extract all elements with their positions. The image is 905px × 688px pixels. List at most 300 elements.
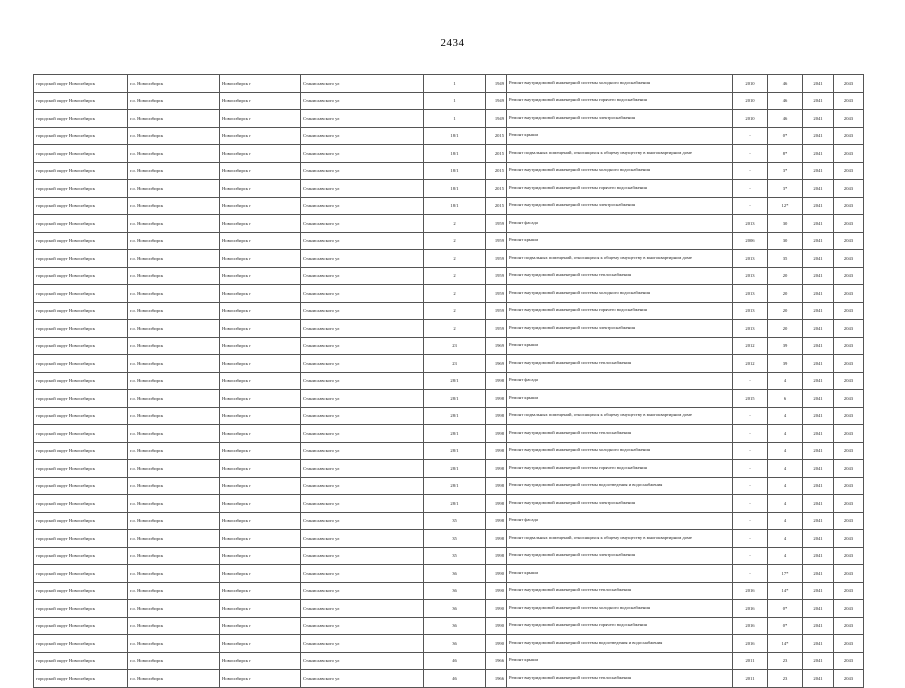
cell-build-year: 1949 (486, 110, 507, 128)
cell-plan-end: 2043 (834, 635, 864, 653)
cell-plan-end: 2043 (834, 582, 864, 600)
table-row (34, 285, 864, 303)
cell-work-type: Ремонт крыши (507, 337, 733, 355)
cell-district: г.о. Новосибирск (128, 197, 220, 215)
cell-plan-end: 2043 (834, 355, 864, 373)
cell-wear-percent: 30 (768, 215, 803, 233)
cell-street: Станиславского ул (301, 530, 424, 548)
cell-street: Станиславского ул (301, 180, 424, 198)
cell-municipality: городской округ Новосибирск (34, 407, 128, 425)
cell-build-year: 2015 (486, 127, 507, 145)
cell-wear-percent: 46 (768, 110, 803, 128)
cell-plan-start: 2041 (803, 372, 834, 390)
cell-district: г.о. Новосибирск (128, 582, 220, 600)
cell-house-number: 36 (424, 635, 486, 653)
cell-build-year: 1998 (486, 442, 507, 460)
cell-work-type: Ремонт внутридомовой инженерной системы теплоснабжения (507, 670, 733, 688)
cell-work-type: Ремонт внутридомовой инженерной системы электроснабжения (507, 320, 733, 338)
table-row (34, 460, 864, 478)
cell-house-number: 36 (424, 600, 486, 618)
cell-plan-start: 2041 (803, 407, 834, 425)
cell-wear-percent: 20 (768, 285, 803, 303)
cell-settlement: Новосибирск г (220, 547, 301, 565)
cell-plan-start: 2041 (803, 582, 834, 600)
cell-municipality: городской округ Новосибирск (34, 635, 128, 653)
cell-last-repair-year: 2010 (733, 92, 768, 110)
cell-municipality: городской округ Новосибирск (34, 460, 128, 478)
cell-work-type: Ремонт крыши (507, 565, 733, 583)
cell-plan-end: 2043 (834, 425, 864, 443)
cell-district: г.о. Новосибирск (128, 180, 220, 198)
cell-house-number: 28/1 (424, 372, 486, 390)
cell-street: Станиславского ул (301, 232, 424, 250)
cell-district: г.о. Новосибирск (128, 670, 220, 688)
cell-settlement: Новосибирск г (220, 530, 301, 548)
cell-municipality: городской округ Новосибирск (34, 215, 128, 233)
table-row (34, 127, 864, 145)
cell-plan-start: 2041 (803, 477, 834, 495)
cell-work-type: Ремонт фасада (507, 512, 733, 530)
cell-municipality: городской округ Новосибирск (34, 92, 128, 110)
cell-wear-percent: 4 (768, 460, 803, 478)
cell-wear-percent: 23 (768, 670, 803, 688)
cell-district: г.о. Новосибирск (128, 110, 220, 128)
cell-last-repair-year: - (733, 442, 768, 460)
cell-wear-percent: 3* (768, 180, 803, 198)
cell-house-number: 36 (424, 582, 486, 600)
cell-settlement: Новосибирск г (220, 267, 301, 285)
cell-district: г.о. Новосибирск (128, 617, 220, 635)
cell-plan-start: 2041 (803, 337, 834, 355)
cell-last-repair-year: 2011 (733, 670, 768, 688)
cell-municipality: городской округ Новосибирск (34, 232, 128, 250)
cell-build-year: 1959 (486, 302, 507, 320)
cell-wear-percent: 20 (768, 302, 803, 320)
cell-wear-percent: 6 (768, 390, 803, 408)
cell-house-number: 18/1 (424, 145, 486, 163)
table-row (34, 495, 864, 513)
cell-district: г.о. Новосибирск (128, 565, 220, 583)
table-row (34, 110, 864, 128)
cell-municipality: городской округ Новосибирск (34, 320, 128, 338)
cell-settlement: Новосибирск г (220, 407, 301, 425)
cell-municipality: городской округ Новосибирск (34, 425, 128, 443)
cell-plan-start: 2041 (803, 670, 834, 688)
cell-wear-percent: 4 (768, 372, 803, 390)
cell-district: г.о. Новосибирск (128, 145, 220, 163)
cell-build-year: 1990 (486, 617, 507, 635)
cell-settlement: Новосибирск г (220, 425, 301, 443)
cell-plan-end: 2043 (834, 320, 864, 338)
cell-settlement: Новосибирск г (220, 110, 301, 128)
cell-municipality: городской округ Новосибирск (34, 582, 128, 600)
cell-plan-end: 2043 (834, 92, 864, 110)
cell-municipality: городской округ Новосибирск (34, 197, 128, 215)
cell-build-year: 1998 (486, 407, 507, 425)
cell-settlement: Новосибирск г (220, 197, 301, 215)
cell-last-repair-year: - (733, 197, 768, 215)
cell-work-type: Ремонт внутридомовой инженерной системы водоотведения и водоснабжения (507, 635, 733, 653)
cell-last-repair-year: - (733, 530, 768, 548)
table-row (34, 232, 864, 250)
cell-plan-end: 2043 (834, 495, 864, 513)
cell-house-number: 28/1 (424, 407, 486, 425)
cell-settlement: Новосибирск г (220, 582, 301, 600)
cell-plan-start: 2041 (803, 355, 834, 373)
cell-house-number: 28/1 (424, 477, 486, 495)
cell-municipality: городской округ Новосибирск (34, 670, 128, 688)
table-row (34, 390, 864, 408)
cell-house-number: 46 (424, 670, 486, 688)
cell-district: г.о. Новосибирск (128, 215, 220, 233)
cell-plan-start: 2041 (803, 442, 834, 460)
cell-district: г.о. Новосибирск (128, 285, 220, 303)
cell-work-type: Ремонт внутридомовой инженерной системы горячего водоснабжения (507, 617, 733, 635)
cell-last-repair-year: 2013 (733, 302, 768, 320)
cell-wear-percent: 8* (768, 145, 803, 163)
table-row (34, 215, 864, 233)
table-row (34, 250, 864, 268)
cell-build-year: 1966 (486, 670, 507, 688)
cell-house-number: 28/1 (424, 390, 486, 408)
cell-last-repair-year: 2013 (733, 267, 768, 285)
cell-wear-percent: 39 (768, 337, 803, 355)
cell-settlement: Новосибирск г (220, 92, 301, 110)
cell-house-number: 2 (424, 232, 486, 250)
table-body (34, 75, 864, 688)
cell-work-type: Ремонт внутридомовой инженерной системы водоотведения и водоснабжения (507, 477, 733, 495)
table-row (34, 547, 864, 565)
cell-wear-percent: 4 (768, 407, 803, 425)
cell-wear-percent: 46 (768, 92, 803, 110)
cell-municipality: городской округ Новосибирск (34, 372, 128, 390)
cell-last-repair-year: 2016 (733, 582, 768, 600)
cell-settlement: Новосибирск г (220, 390, 301, 408)
cell-last-repair-year: 2011 (733, 652, 768, 670)
cell-street: Станиславского ул (301, 477, 424, 495)
cell-build-year: 1959 (486, 232, 507, 250)
cell-settlement: Новосибирск г (220, 302, 301, 320)
cell-work-type: Ремонт внутридомовой инженерной системы электроснабжения (507, 197, 733, 215)
cell-house-number: 23 (424, 337, 486, 355)
cell-district: г.о. Новосибирск (128, 512, 220, 530)
cell-street: Станиславского ул (301, 425, 424, 443)
cell-house-number: 1 (424, 110, 486, 128)
cell-street: Станиславского ул (301, 372, 424, 390)
table-row (34, 267, 864, 285)
cell-last-repair-year: - (733, 477, 768, 495)
cell-work-type: Ремонт крыши (507, 127, 733, 145)
cell-settlement: Новосибирск г (220, 337, 301, 355)
cell-street: Станиславского ул (301, 635, 424, 653)
cell-street: Станиславского ул (301, 162, 424, 180)
cell-wear-percent: 46 (768, 75, 803, 93)
cell-plan-end: 2043 (834, 215, 864, 233)
cell-street: Станиславского ул (301, 495, 424, 513)
cell-settlement: Новосибирск г (220, 635, 301, 653)
cell-district: г.о. Новосибирск (128, 232, 220, 250)
cell-street: Станиславского ул (301, 267, 424, 285)
cell-street: Станиславского ул (301, 320, 424, 338)
cell-wear-percent: 4 (768, 530, 803, 548)
cell-plan-end: 2043 (834, 600, 864, 618)
cell-build-year: 1959 (486, 285, 507, 303)
cell-street: Станиславского ул (301, 355, 424, 373)
cell-municipality: городской округ Новосибирск (34, 565, 128, 583)
cell-last-repair-year: - (733, 162, 768, 180)
cell-plan-end: 2043 (834, 547, 864, 565)
cell-municipality: городской округ Новосибирск (34, 600, 128, 618)
cell-plan-start: 2041 (803, 652, 834, 670)
cell-plan-start: 2041 (803, 565, 834, 583)
cell-last-repair-year: - (733, 372, 768, 390)
cell-plan-start: 2041 (803, 390, 834, 408)
cell-plan-start: 2041 (803, 320, 834, 338)
cell-build-year: 1990 (486, 565, 507, 583)
cell-municipality: городской округ Новосибирск (34, 442, 128, 460)
table-row (34, 337, 864, 355)
cell-last-repair-year: - (733, 565, 768, 583)
cell-build-year: 1949 (486, 75, 507, 93)
cell-settlement: Новосибирск г (220, 355, 301, 373)
cell-work-type: Ремонт подвальных помещений, относящихся к общему имуществу в многоквартирном доме (507, 250, 733, 268)
cell-street: Станиславского ул (301, 285, 424, 303)
cell-plan-end: 2043 (834, 180, 864, 198)
table-row (34, 635, 864, 653)
cell-district: г.о. Новосибирск (128, 495, 220, 513)
cell-house-number: 35 (424, 547, 486, 565)
table-row (34, 407, 864, 425)
cell-house-number: 18/1 (424, 180, 486, 198)
cell-plan-end: 2043 (834, 390, 864, 408)
cell-street: Станиславского ул (301, 215, 424, 233)
cell-build-year: 1998 (486, 460, 507, 478)
cell-plan-start: 2041 (803, 547, 834, 565)
cell-street: Станиславского ул (301, 652, 424, 670)
cell-street: Станиславского ул (301, 337, 424, 355)
cell-build-year: 1998 (486, 477, 507, 495)
cell-district: г.о. Новосибирск (128, 372, 220, 390)
table-row (34, 320, 864, 338)
cell-settlement: Новосибирск г (220, 565, 301, 583)
cell-plan-start: 2041 (803, 215, 834, 233)
cell-municipality: городской округ Новосибирск (34, 337, 128, 355)
cell-house-number: 28/1 (424, 425, 486, 443)
cell-plan-end: 2043 (834, 285, 864, 303)
cell-plan-end: 2043 (834, 145, 864, 163)
cell-build-year: 2015 (486, 145, 507, 163)
cell-build-year: 1998 (486, 530, 507, 548)
cell-settlement: Новосибирск г (220, 670, 301, 688)
cell-last-repair-year: 2012 (733, 337, 768, 355)
cell-settlement: Новосибирск г (220, 460, 301, 478)
cell-work-type: Ремонт подвальных помещений, относящихся к общему имуществу в многоквартирном доме (507, 145, 733, 163)
cell-build-year: 1966 (486, 652, 507, 670)
cell-last-repair-year: - (733, 407, 768, 425)
cell-settlement: Новосибирск г (220, 372, 301, 390)
cell-street: Станиславского ул (301, 110, 424, 128)
cell-settlement: Новосибирск г (220, 477, 301, 495)
cell-house-number: 2 (424, 320, 486, 338)
cell-settlement: Новосибирск г (220, 495, 301, 513)
cell-street: Станиславского ул (301, 617, 424, 635)
cell-wear-percent: 4 (768, 442, 803, 460)
cell-district: г.о. Новосибирск (128, 75, 220, 93)
cell-house-number: 2 (424, 215, 486, 233)
cell-build-year: 1959 (486, 320, 507, 338)
cell-district: г.о. Новосибирск (128, 162, 220, 180)
cell-plan-start: 2041 (803, 250, 834, 268)
cell-work-type: Ремонт фасада (507, 215, 733, 233)
cell-build-year: 1990 (486, 600, 507, 618)
cell-street: Станиславского ул (301, 512, 424, 530)
cell-municipality: городской округ Новосибирск (34, 267, 128, 285)
cell-last-repair-year: 2016 (733, 600, 768, 618)
cell-last-repair-year: 2013 (733, 215, 768, 233)
cell-wear-percent: 4 (768, 547, 803, 565)
cell-wear-percent: 4 (768, 477, 803, 495)
cell-plan-end: 2043 (834, 232, 864, 250)
repair-schedule-table (33, 74, 864, 688)
cell-street: Станиславского ул (301, 407, 424, 425)
cell-plan-start: 2041 (803, 75, 834, 93)
cell-street: Станиславского ул (301, 250, 424, 268)
table-row (34, 652, 864, 670)
cell-house-number: 35 (424, 512, 486, 530)
cell-municipality: городской округ Новосибирск (34, 162, 128, 180)
cell-plan-end: 2043 (834, 670, 864, 688)
cell-plan-end: 2043 (834, 530, 864, 548)
cell-settlement: Новосибирск г (220, 285, 301, 303)
cell-house-number: 28/1 (424, 442, 486, 460)
cell-plan-start: 2041 (803, 127, 834, 145)
cell-plan-start: 2041 (803, 232, 834, 250)
cell-municipality: городской округ Новосибирск (34, 127, 128, 145)
cell-wear-percent: 14* (768, 582, 803, 600)
table-row (34, 355, 864, 373)
cell-house-number: 46 (424, 652, 486, 670)
cell-district: г.о. Новосибирск (128, 302, 220, 320)
table-row (34, 75, 864, 93)
cell-district: г.о. Новосибирск (128, 355, 220, 373)
cell-plan-start: 2041 (803, 267, 834, 285)
cell-district: г.о. Новосибирск (128, 530, 220, 548)
cell-street: Станиславского ул (301, 390, 424, 408)
cell-work-type: Ремонт крыши (507, 390, 733, 408)
cell-work-type: Ремонт внутридомовой инженерной системы теплоснабжения (507, 355, 733, 373)
cell-street: Станиславского ул (301, 442, 424, 460)
cell-street: Станиславского ул (301, 670, 424, 688)
cell-wear-percent: 0* (768, 127, 803, 145)
cell-work-type: Ремонт фасада (507, 372, 733, 390)
cell-last-repair-year: - (733, 547, 768, 565)
cell-district: г.о. Новосибирск (128, 390, 220, 408)
cell-municipality: городской округ Новосибирск (34, 512, 128, 530)
cell-house-number: 18/1 (424, 162, 486, 180)
cell-plan-end: 2043 (834, 127, 864, 145)
cell-plan-end: 2043 (834, 267, 864, 285)
cell-wear-percent: 20 (768, 320, 803, 338)
cell-settlement: Новосибирск г (220, 232, 301, 250)
cell-wear-percent: 4 (768, 495, 803, 513)
cell-municipality: городской округ Новосибирск (34, 145, 128, 163)
table-row (34, 197, 864, 215)
cell-street: Станиславского ул (301, 600, 424, 618)
cell-district: г.о. Новосибирск (128, 547, 220, 565)
table-row (34, 425, 864, 443)
cell-street: Станиславского ул (301, 145, 424, 163)
cell-municipality: городской округ Новосибирск (34, 477, 128, 495)
cell-work-type: Ремонт внутридомовой инженерной системы электроснабжения (507, 547, 733, 565)
cell-plan-end: 2043 (834, 460, 864, 478)
cell-build-year: 1969 (486, 337, 507, 355)
cell-house-number: 1 (424, 75, 486, 93)
cell-wear-percent: 35 (768, 250, 803, 268)
cell-settlement: Новосибирск г (220, 600, 301, 618)
cell-district: г.о. Новосибирск (128, 635, 220, 653)
cell-plan-start: 2041 (803, 92, 834, 110)
cell-street: Станиславского ул (301, 197, 424, 215)
table-row (34, 530, 864, 548)
cell-build-year: 1998 (486, 425, 507, 443)
cell-district: г.о. Новосибирск (128, 600, 220, 618)
cell-work-type: Ремонт внутридомовой инженерной системы электроснабжения (507, 495, 733, 513)
cell-district: г.о. Новосибирск (128, 127, 220, 145)
table-row (34, 162, 864, 180)
cell-district: г.о. Новосибирск (128, 250, 220, 268)
table-row (34, 442, 864, 460)
cell-settlement: Новосибирск г (220, 162, 301, 180)
cell-district: г.о. Новосибирск (128, 407, 220, 425)
cell-build-year: 2015 (486, 162, 507, 180)
cell-last-repair-year: 2010 (733, 75, 768, 93)
cell-last-repair-year: 2013 (733, 320, 768, 338)
cell-plan-end: 2043 (834, 162, 864, 180)
cell-municipality: городской округ Новосибирск (34, 180, 128, 198)
cell-work-type: Ремонт внутридомовой инженерной системы теплоснабжения (507, 582, 733, 600)
cell-house-number: 28/1 (424, 495, 486, 513)
cell-plan-start: 2041 (803, 617, 834, 635)
cell-plan-start: 2041 (803, 495, 834, 513)
cell-street: Станиславского ул (301, 547, 424, 565)
cell-plan-end: 2043 (834, 75, 864, 93)
cell-street: Станиславского ул (301, 565, 424, 583)
cell-plan-end: 2043 (834, 512, 864, 530)
cell-work-type: Ремонт крыши (507, 652, 733, 670)
cell-plan-end: 2043 (834, 250, 864, 268)
cell-plan-end: 2043 (834, 617, 864, 635)
cell-plan-start: 2041 (803, 512, 834, 530)
cell-house-number: 2 (424, 250, 486, 268)
cell-work-type: Ремонт внутридомовой инженерной системы горячего водоснабжения (507, 92, 733, 110)
cell-work-type: Ремонт внутридомовой инженерной системы холодного водоснабжения (507, 600, 733, 618)
cell-settlement: Новосибирск г (220, 320, 301, 338)
table-row (34, 302, 864, 320)
cell-settlement: Новосибирск г (220, 145, 301, 163)
cell-district: г.о. Новосибирск (128, 652, 220, 670)
cell-settlement: Новосибирск г (220, 617, 301, 635)
cell-house-number: 18/1 (424, 127, 486, 145)
cell-municipality: городской округ Новосибирск (34, 250, 128, 268)
cell-plan-end: 2043 (834, 407, 864, 425)
cell-plan-start: 2041 (803, 197, 834, 215)
cell-wear-percent: 17* (768, 565, 803, 583)
cell-last-repair-year: 2015 (733, 390, 768, 408)
cell-district: г.о. Новосибирск (128, 460, 220, 478)
cell-house-number: 36 (424, 565, 486, 583)
cell-district: г.о. Новосибирск (128, 442, 220, 460)
cell-wear-percent: 4 (768, 512, 803, 530)
